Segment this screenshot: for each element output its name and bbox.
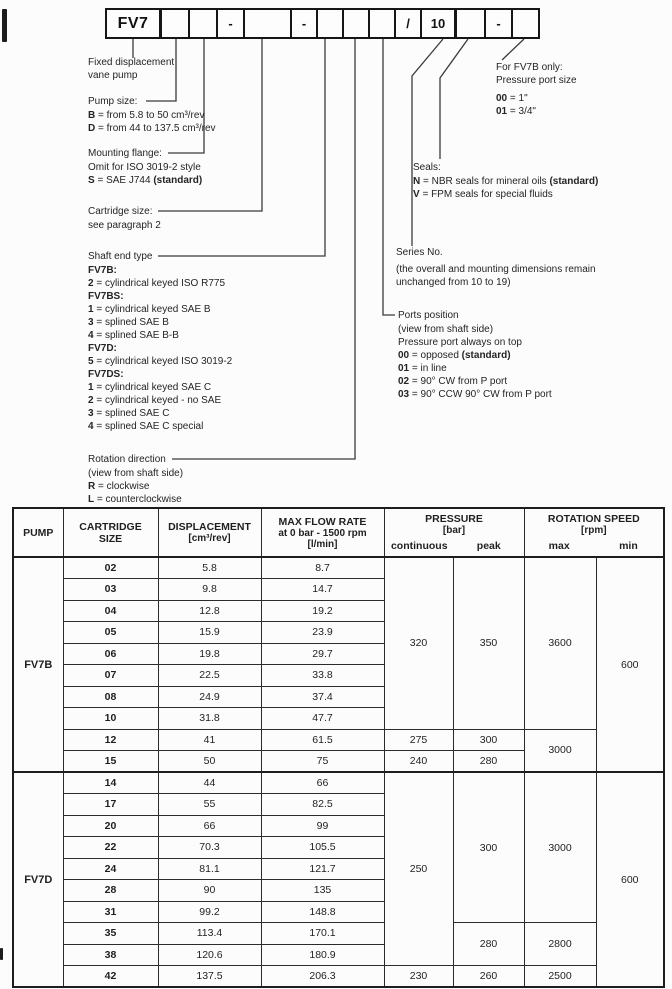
pressure-continuous-cell: 230: [384, 966, 453, 988]
displacement-cell: 55: [158, 794, 261, 816]
pump-name-cell: FV7B: [13, 557, 63, 772]
flow-rate-cell: 148.8: [261, 901, 384, 923]
header-subrow: [525, 540, 664, 552]
section-shaft-end-type: [88, 250, 232, 433]
option-group-label: FV7DS:: [88, 369, 124, 380]
flow-rate-cell: 37.4: [261, 686, 384, 708]
option-group-label: FV7B:: [88, 265, 117, 276]
flow-rate-cell: 99: [261, 815, 384, 837]
flow-rate-cell: 75: [261, 751, 384, 773]
lead-series: [412, 39, 443, 246]
header-line: SIZE: [98, 532, 123, 545]
section-heading: Rotation direction: [88, 454, 166, 465]
flow-rate-cell: 66: [261, 772, 384, 794]
pressure-peak-cell: 300: [453, 772, 524, 923]
section-heading: Seals:: [413, 162, 441, 173]
flow-rate-cell: 8.7: [261, 557, 384, 579]
section-pump-size: [88, 95, 216, 135]
code-box-mounting-flange: [188, 8, 218, 39]
section-heading: Ports position: [398, 310, 459, 321]
section-heading: Series No.: [396, 247, 443, 258]
option-line: 01 = in line: [398, 363, 447, 374]
table-row: [13, 923, 664, 945]
section-fv7b-port-size: [496, 61, 577, 118]
displacement-cell: 31.8: [158, 708, 261, 730]
pressure-peak-cell: 300: [453, 729, 524, 751]
subcol-peak: peak: [476, 540, 501, 552]
cartridge-size-cell: 06: [63, 643, 158, 665]
flow-rate-cell: 170.1: [261, 923, 384, 945]
section-cartridge-size: [88, 205, 161, 232]
cartridge-size-cell: 20: [63, 815, 158, 837]
code-box-shaft-end: [316, 8, 344, 39]
displacement-cell: 70.3: [158, 837, 261, 859]
table-row: [13, 772, 664, 794]
cartridge-size-cell: 10: [63, 708, 158, 730]
displacement-cell: 12.8: [158, 600, 261, 622]
option-line: V = FPM seals for special fluids: [413, 189, 553, 200]
col-header-pressure: [384, 508, 524, 557]
displacement-cell: 66: [158, 815, 261, 837]
displacement-cell: 22.5: [158, 665, 261, 687]
speed-min-cell: 600: [596, 557, 664, 772]
flow-rate-cell: 23.9: [261, 622, 384, 644]
cartridge-size-cell: 35: [63, 923, 158, 945]
pressure-peak-cell: 280: [453, 751, 524, 773]
code-box-dash-3: -: [484, 8, 513, 39]
option-line: 1 = cylindrical keyed SAE B: [88, 304, 211, 315]
cartridge-size-cell: 38: [63, 944, 158, 966]
displacement-cell: 50: [158, 751, 261, 773]
pressure-continuous-cell: 320: [384, 557, 453, 729]
option-line: D = from 44 to 137.5 cm³/rev: [88, 123, 216, 134]
flow-rate-cell: 33.8: [261, 665, 384, 687]
displacement-cell: 137.5: [158, 966, 261, 988]
displacement-cell: 120.6: [158, 944, 261, 966]
option-line: 2 = cylindrical keyed - no SAE: [88, 395, 222, 406]
cartridge-size-cell: 08: [63, 686, 158, 708]
displacement-cell: 99.2: [158, 901, 261, 923]
displacement-cell: 19.8: [158, 643, 261, 665]
cartridge-size-cell: 17: [63, 794, 158, 816]
header-line: MAX FLOW RATE: [278, 515, 367, 528]
displacement-cell: 44: [158, 772, 261, 794]
displacement-cell: 81.1: [158, 858, 261, 880]
cartridge-size-cell: 24: [63, 858, 158, 880]
flow-rate-cell: 135: [261, 880, 384, 902]
header-line: PRESSURE: [425, 513, 483, 525]
option-group-label: FV7D:: [88, 343, 117, 354]
code-box-rotation: [342, 8, 370, 39]
speed-max-cell: 3600: [524, 557, 596, 729]
displacement-cell: 5.8: [158, 557, 261, 579]
cartridge-size-cell: 14: [63, 772, 158, 794]
flow-rate-cell: 121.7: [261, 858, 384, 880]
col-header-pump: PUMP: [13, 508, 63, 557]
speed-max-cell: 2800: [524, 923, 596, 966]
section-ports-position: [398, 309, 552, 401]
label-line: (view from shaft side): [398, 324, 494, 335]
pressure-continuous-cell: 275: [384, 729, 453, 751]
option-line: 4 = splined SAE C special: [88, 421, 204, 432]
pump-name-cell: FV7D: [13, 772, 63, 987]
col-header-flow: [261, 508, 384, 557]
subcol-min: min: [619, 540, 638, 552]
option-line: 00 = 1": [496, 93, 528, 104]
cartridge-size-cell: 03: [63, 579, 158, 601]
lead-port-size: [502, 39, 524, 60]
section-mounting-flange: [88, 147, 202, 187]
label-line: Pressure port size: [496, 75, 577, 86]
header-line: at 0 bar - 1500 rpm: [278, 527, 367, 539]
pressure-peak-cell: 280: [453, 923, 524, 966]
label-line: (view from shaft side): [88, 468, 184, 479]
displacement-cell: 15.9: [158, 622, 261, 644]
cartridge-size-cell: 42: [63, 966, 158, 988]
label-line: (the overall and mounting dimensions remain: [396, 264, 596, 275]
section-heading: Cartridge size:: [88, 206, 153, 217]
option-line: 00 = opposed (standard): [398, 350, 511, 361]
option-line: 5 = cylindrical keyed ISO 3019-2: [88, 356, 233, 367]
option-line: 03 = 90° CCW 90° CW from P port: [398, 389, 552, 400]
flow-rate-cell: 29.7: [261, 643, 384, 665]
table-row: [13, 729, 664, 751]
cartridge-size-cell: 28: [63, 880, 158, 902]
header-line: ROTATION SPEED: [547, 513, 640, 525]
flow-rate-cell: 47.7: [261, 708, 384, 730]
label-line: Fixed displacement: [88, 57, 175, 68]
displacement-cell: 9.8: [158, 579, 261, 601]
cartridge-size-cell: 04: [63, 600, 158, 622]
flow-rate-cell: 19.2: [261, 600, 384, 622]
label-line: see paragraph 2: [88, 220, 161, 231]
header-line: CARTRIDGE: [79, 520, 142, 533]
option-line: 4 = splined SAE B-B: [88, 330, 179, 341]
speed-max-cell: 3000: [524, 772, 596, 923]
label-line: Omit for ISO 3019-2 style: [88, 162, 201, 173]
pressure-continuous-cell: 250: [384, 772, 453, 966]
cartridge-size-cell: 31: [63, 901, 158, 923]
header-line: DISPLACEMENT: [168, 521, 251, 533]
option-line: 2 = cylindrical keyed ISO R775: [88, 278, 226, 289]
code-box-dash-2: -: [290, 8, 318, 39]
col-header-displacement: [158, 508, 261, 557]
speed-max-cell: 2500: [524, 966, 596, 988]
cartridge-size-cell: 02: [63, 557, 158, 579]
option-line: N = NBR seals for mineral oils (standard): [413, 176, 599, 187]
spec-table-wrap: [12, 507, 665, 988]
code-box-series: 10: [420, 8, 457, 39]
code-box-slash: /: [394, 8, 422, 39]
flow-rate-cell: 180.9: [261, 944, 384, 966]
header-subrow: [385, 540, 524, 552]
pressure-peak-cell: 350: [453, 557, 524, 729]
scan-artifact: [0, 948, 3, 960]
header-line: [bar]: [442, 525, 466, 536]
scan-artifact: [2, 9, 7, 42]
section-seals: [413, 161, 598, 201]
col-header-rotation: [524, 508, 664, 557]
option-line: 3 = splined SAE C: [88, 408, 170, 419]
lead-seals: [440, 39, 468, 159]
label-line: Pressure port always on top: [398, 337, 522, 348]
section-heading: Pump size:: [88, 96, 138, 107]
cartridge-size-cell: 22: [63, 837, 158, 859]
pressure-continuous-cell: 240: [384, 751, 453, 773]
table-row: [13, 966, 664, 988]
flow-rate-cell: 105.5: [261, 837, 384, 859]
section-heading: Shaft end type: [88, 251, 153, 262]
option-line: B = from 5.8 to 50 cm³/rev: [88, 110, 205, 121]
label-line: vane pump: [88, 70, 138, 81]
option-group-label: FV7BS:: [88, 291, 124, 302]
code-box-ports: [368, 8, 396, 39]
option-line: 02 = 90° CW from P port: [398, 376, 508, 387]
header-line: [l/min]: [307, 538, 338, 550]
label-line: unchanged from 10 to 19): [396, 277, 511, 288]
spec-table: [12, 507, 665, 988]
flow-rate-cell: 14.7: [261, 579, 384, 601]
code-box-cartridge-size: [243, 8, 292, 39]
cartridge-size-cell: 07: [63, 665, 158, 687]
code-box-seals: [455, 8, 486, 39]
option-line: L = counterclockwise: [88, 494, 182, 505]
option-line: 01 = 3/4": [496, 106, 536, 117]
section-rotation-direction: [88, 453, 183, 506]
table-row: [13, 557, 664, 579]
code-box-pump-size: [160, 8, 190, 39]
cartridge-size-cell: 15: [63, 751, 158, 773]
option-line: R = clockwise: [88, 481, 150, 492]
subcol-continuous: continuous: [390, 540, 448, 552]
flow-rate-cell: 206.3: [261, 966, 384, 988]
subcol-max: max: [548, 540, 570, 552]
header-line: [rpm]: [580, 525, 607, 536]
label-line: For FV7B only:: [496, 62, 563, 73]
lead-ports: [383, 39, 395, 315]
code-box-model: FV7: [105, 8, 162, 39]
displacement-cell: 24.9: [158, 686, 261, 708]
cartridge-size-cell: 05: [63, 622, 158, 644]
table-header-row: [13, 508, 664, 557]
code-box-port-size: [511, 8, 540, 39]
flow-rate-cell: 82.5: [261, 794, 384, 816]
code-box-dash-1: -: [216, 8, 245, 39]
section-series-no: [396, 246, 596, 289]
displacement-cell: 113.4: [158, 923, 261, 945]
option-line: 3 = splined SAE B: [88, 317, 169, 328]
displacement-cell: 90: [158, 880, 261, 902]
displacement-cell: 41: [158, 729, 261, 751]
speed-max-cell: 3000: [524, 729, 596, 772]
pressure-peak-cell: 260: [453, 966, 524, 988]
flow-rate-cell: 61.5: [261, 729, 384, 751]
option-line: 1 = cylindrical keyed SAE C: [88, 382, 212, 393]
col-header-cartridge: [63, 508, 158, 557]
speed-min-cell: 600: [596, 772, 664, 987]
section-model-description: [88, 56, 174, 82]
section-heading: Mounting flange:: [88, 148, 162, 159]
option-line: S = SAE J744 (standard): [88, 175, 203, 186]
header-line: [cm³/rev]: [188, 533, 231, 544]
cartridge-size-cell: 12: [63, 729, 158, 751]
